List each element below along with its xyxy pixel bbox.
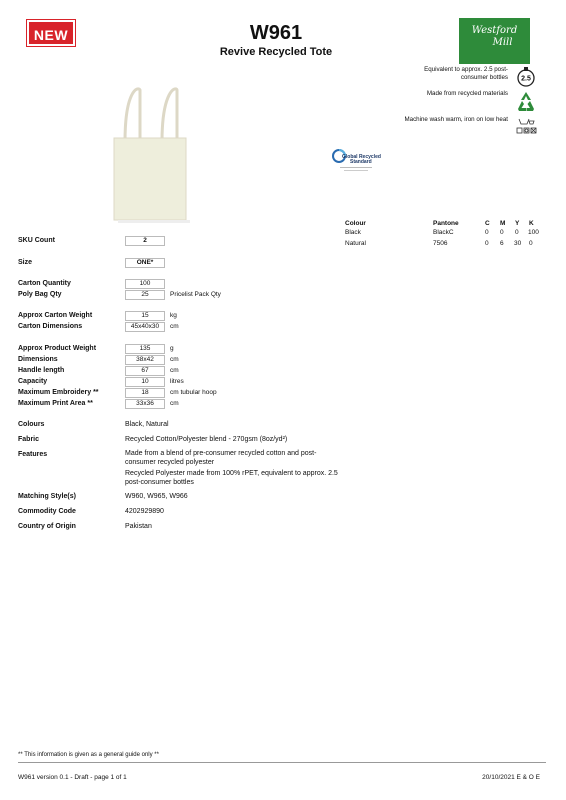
- sku-count-value: 2: [125, 236, 165, 246]
- matching-styles-label: Matching Style(s): [18, 493, 76, 500]
- colour-pantone-table: [345, 220, 545, 249]
- max-print-area-label: Maximum Print Area **: [18, 400, 93, 407]
- colours-label: Colours: [18, 421, 45, 428]
- colour-cell: Natural: [345, 240, 366, 247]
- poly-bag-qty-note: Pricelist Pack Qty: [170, 291, 221, 298]
- global-recycled-standard-logo: [328, 144, 386, 180]
- max-embroidery-unit: cm tubular hoop: [170, 389, 217, 396]
- commodity-code-value: 4202929890: [125, 508, 164, 515]
- size-label: Size: [18, 259, 33, 266]
- grs-line2: Standard: [350, 159, 372, 165]
- new-badge: NEW: [27, 20, 75, 46]
- carton-weight-label: Approx Carton Weight: [18, 312, 93, 319]
- brand-logo: [459, 18, 530, 64]
- colour-table-header: [345, 220, 545, 229]
- carton-dimensions-value: 45x40x30: [125, 322, 165, 332]
- product-weight-unit: g: [170, 345, 174, 352]
- brand-line2: Mill: [492, 37, 513, 48]
- carton-dimensions-label: Carton Dimensions: [18, 323, 83, 330]
- brand-line1: Westford: [471, 25, 518, 36]
- capacity-label: Capacity: [18, 378, 48, 385]
- sku-count-label: SKU Count: [18, 237, 55, 244]
- carton-quantity-value: 100: [125, 279, 165, 289]
- capacity-unit: litres: [170, 378, 184, 385]
- feature-bottles-text: Equivalent to approx. 2.5 post-consumer bottles: [424, 66, 508, 81]
- commodity-code-label: Commodity Code: [18, 508, 76, 515]
- dimensions-label: Dimensions: [18, 356, 58, 363]
- features-value-2: Recycled Polyester made from 100% rPET, equivalent to approx. 2.5 post-consumer bottles: [125, 470, 338, 486]
- size-value: ONE*: [125, 258, 165, 268]
- col-c-header: C: [485, 220, 490, 227]
- care-symbols-icon: [514, 116, 538, 138]
- grs-line1: Global Recycled: [342, 154, 381, 160]
- features-value-1: Made from a blend of pre-consumer recycled cotton and post-consumer recycled polyester: [125, 450, 317, 466]
- col-k-header: K: [529, 220, 534, 227]
- table-row: [345, 229, 545, 238]
- product-name: Revive Recycled Tote: [219, 46, 333, 58]
- footer-version: W961 version 0.1 - Draft - page 1 of 1: [18, 774, 127, 781]
- feature-care-text: Machine wash warm, iron on low heat: [404, 116, 508, 123]
- dimensions-unit: cm: [170, 356, 179, 363]
- footer-date: 20/10/2021 E & O E: [482, 774, 540, 781]
- product-weight-label: Approx Product Weight: [18, 345, 97, 352]
- recycle-icon: [514, 90, 538, 112]
- bottle-icon-value: 2.5: [521, 75, 531, 83]
- features-label: Features: [18, 451, 48, 458]
- footnote: ** This information is given as a general guide only **: [18, 752, 159, 758]
- max-print-area-value: 33x36: [125, 399, 165, 409]
- col-m-header: M: [500, 220, 506, 227]
- bottle-icon: [514, 66, 538, 88]
- carton-weight-unit: kg: [170, 312, 177, 319]
- pantone-cell: BlackC: [433, 229, 454, 236]
- colour-cell: Black: [345, 229, 361, 236]
- carton-dimensions-unit: cm: [170, 323, 179, 330]
- handle-length-unit: cm: [170, 367, 179, 374]
- max-print-area-unit: cm: [170, 400, 179, 407]
- poly-bag-qty-label: Poly Bag Qty: [18, 291, 62, 298]
- carton-quantity-label: Carton Quantity: [18, 280, 71, 287]
- col-colour-header: Colour: [345, 220, 366, 227]
- k-cell: 0: [529, 240, 533, 247]
- k-cell: 100: [528, 229, 539, 236]
- m-cell: 6: [500, 240, 504, 247]
- table-row: [345, 240, 545, 249]
- col-y-header: Y: [515, 220, 520, 227]
- matching-styles-value: W960, W965, W966: [125, 493, 188, 500]
- y-cell: 30: [514, 240, 522, 247]
- col-pantone-header: Pantone: [433, 220, 459, 227]
- capacity-value: 10: [125, 377, 165, 387]
- country-of-origin-label: Country of Origin: [18, 523, 76, 530]
- fabric-label: Fabric: [18, 436, 40, 443]
- footer-divider: [18, 762, 546, 763]
- handle-length-label: Handle length: [18, 367, 65, 374]
- c-cell: 0: [485, 240, 489, 247]
- feature-recycled-text: Made from recycled materials: [426, 90, 508, 97]
- product-code: W961: [249, 22, 303, 44]
- dimensions-value: 38x42: [125, 355, 165, 365]
- m-cell: 0: [500, 229, 504, 236]
- poly-bag-qty-value: 25: [125, 290, 165, 300]
- country-of-origin-value: Pakistan: [125, 523, 152, 530]
- product-weight-value: 135: [125, 344, 165, 354]
- fabric-value: Recycled Cotton/Polyester blend - 270gsm (8oz/yd²): [125, 436, 288, 443]
- max-embroidery-label: Maximum Embroidery **: [18, 389, 99, 396]
- product-image: [80, 80, 230, 225]
- c-cell: 0: [485, 229, 489, 236]
- pantone-cell: 7506: [433, 240, 448, 247]
- handle-length-value: 67: [125, 366, 165, 376]
- max-embroidery-value: 18: [125, 388, 165, 398]
- colours-value: Black, Natural: [125, 421, 169, 428]
- y-cell: 0: [515, 229, 519, 236]
- carton-weight-value: 15: [125, 311, 165, 321]
